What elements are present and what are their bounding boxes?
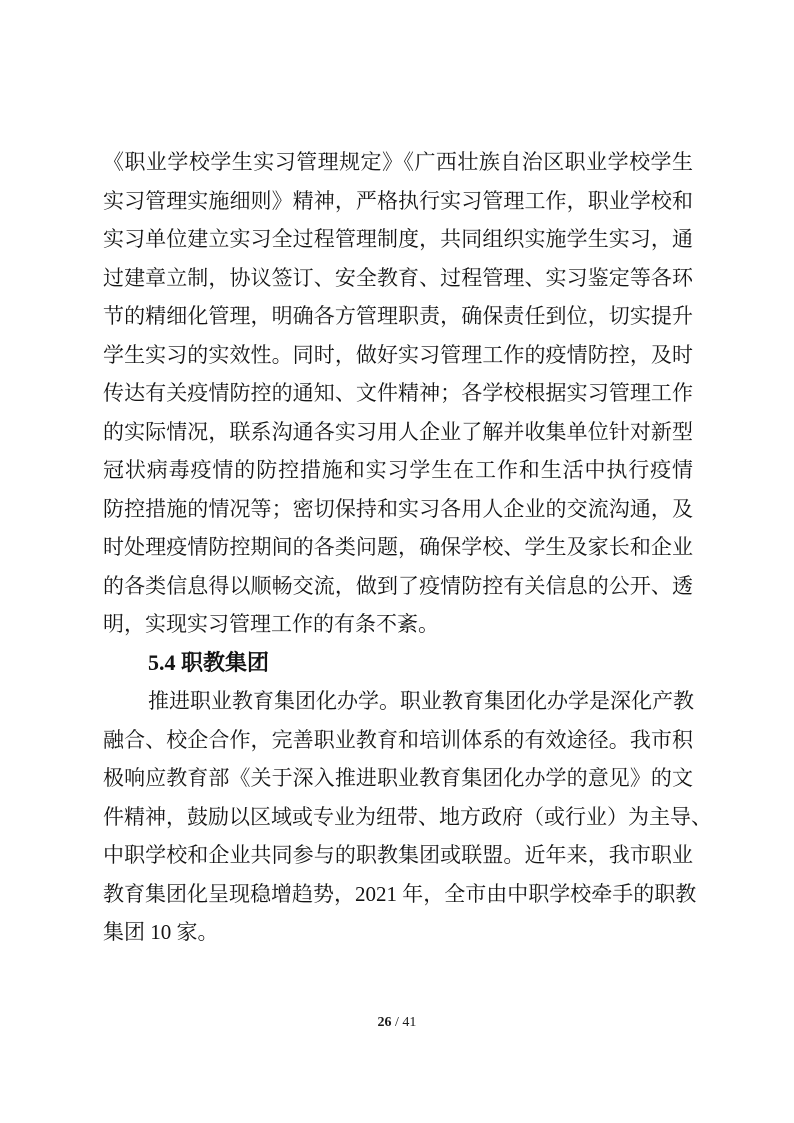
- paragraph-1-line: 冠状病毒疫情的防控措施和实习学生在工作和生活中执行疫情: [103, 458, 693, 482]
- paragraph-2-line: 教育集团化呈现稳增趋势，2021 年，全市由中职学校牵手的职教: [103, 881, 697, 906]
- paragraph-1-line: 《职业学校学生实习管理规定》《广西壮族自治区职业学校学生: [103, 150, 693, 174]
- paragraph-1-line: 学生实习的实效性。同时，做好实习管理工作的疫情防控，及时: [103, 342, 693, 367]
- paragraph-1-line: 的各类信息得以顺畅交流，做到了疫情防控有关信息的公开、透: [103, 573, 693, 598]
- paragraph-1-line: 实习单位建立实习全过程管理制度，共同组织实施学生实习，通: [103, 227, 693, 251]
- page-number-current: 26: [377, 1015, 392, 1030]
- page-content: [103, 143, 712, 952]
- paragraph-1-line: 节的精细化管理，明确各方管理职责，确保责任到位，切实提升: [103, 304, 693, 328]
- paragraph-1-line: 明，实现实习管理工作的有条不紊。: [103, 612, 439, 636]
- paragraph-2-line: 推进职业教育集团化办学。职业教育集团化办学是深化产教: [148, 689, 694, 713]
- paragraph-1-line: 实习管理实施细则》精神，严格执行实习管理工作，职业学校和: [103, 188, 693, 213]
- paragraph-1-line: 过建章立制，协议签订、安全教育、过程管理、实习鉴定等各环: [103, 265, 693, 290]
- page-number-total: / 41: [391, 1015, 417, 1030]
- paragraph-2-line: 融合、校企合作，完善职业教育和培训体系的有效途径。我市积: [103, 727, 693, 752]
- page-number: [0, 1013, 794, 1033]
- paragraph-2: [103, 682, 712, 952]
- paragraph-2-line: 集团 10 家。: [103, 920, 219, 944]
- paragraph-1-line: 传达有关疫情防控的通知、文件精神；各学校根据实习管理工作: [103, 381, 693, 405]
- paragraph-1-line: 时处理疫情防控期间的各类问题，确保学校、学生及家长和企业: [103, 535, 693, 559]
- paragraph-2-line: 极响应教育部《关于深入推进职业教育集团化办学的意见》的文: [103, 766, 693, 790]
- paragraph-1: [103, 143, 693, 644]
- section-heading: 5.4 职教集团: [148, 649, 270, 675]
- paragraph-2-line: 件精神，鼓励以区域或专业为纽带、地方政府（或行业）为主导、: [103, 804, 712, 829]
- paragraph-1-line: 的实际情况，联系沟通各实习用人企业了解并收集单位针对新型: [103, 419, 693, 444]
- paragraph-1-line: 防控措施的情况等；密切保持和实习各用人企业的交流沟通，及: [103, 496, 693, 521]
- paragraph-2-line: 中职学校和企业共同参与的职教集团或联盟。近年来，我市职业: [103, 843, 693, 867]
